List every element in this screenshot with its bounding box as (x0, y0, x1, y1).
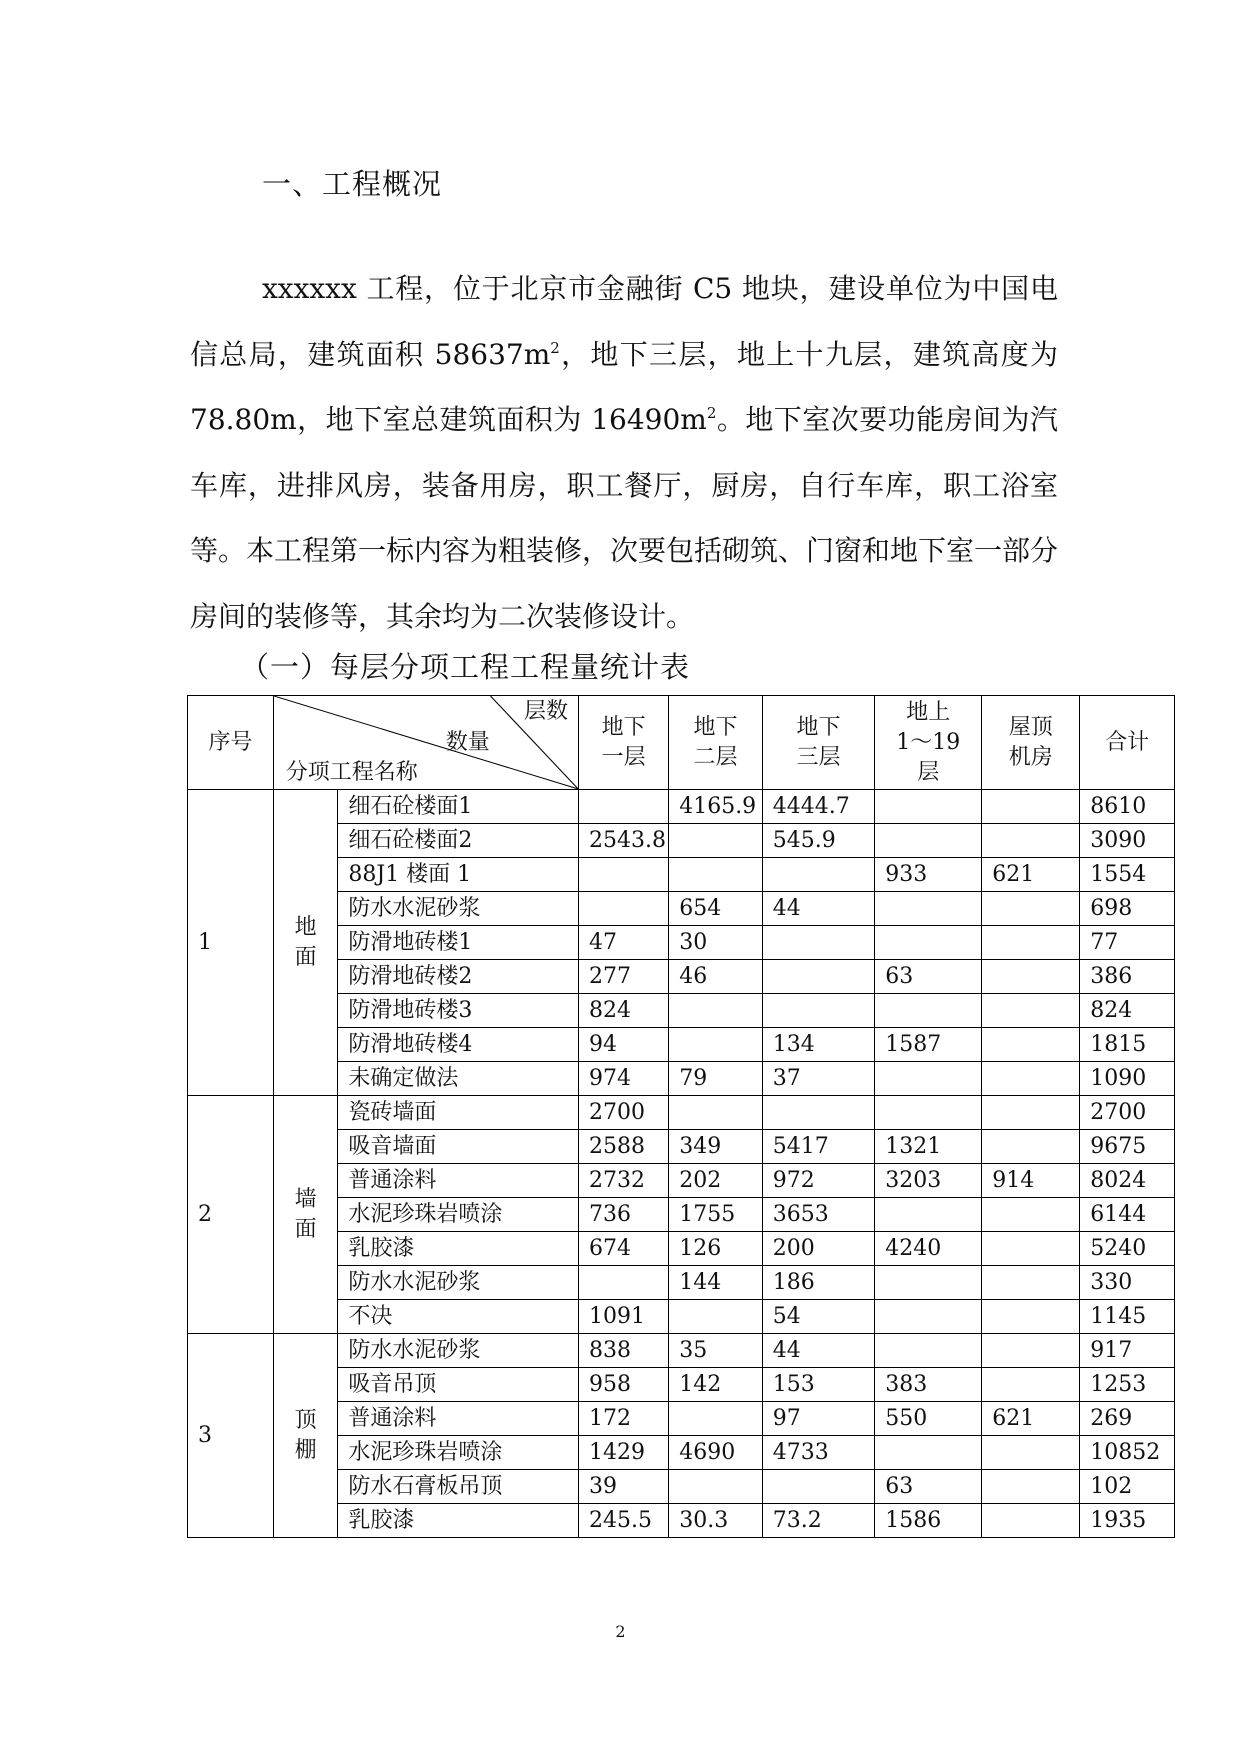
value-cell-b1: 2732 (578, 1164, 668, 1198)
value-cell-b2 (669, 1028, 763, 1062)
item-name-cell: 未确定做法 (338, 1062, 579, 1096)
value-cell-b2: 46 (669, 960, 763, 994)
paragraph-part1: xxxxxx 工程，位于北京市金融街 C5 地块，建设单位为中国电信总局，建筑面积 58637m (190, 272, 1058, 371)
value-cell-b2: 35 (669, 1334, 763, 1368)
group-seq-cell: 1 (188, 790, 274, 1096)
value-cell-total: 917 (1080, 1334, 1175, 1368)
value-cell-total: 10852 (1080, 1436, 1175, 1470)
group-seq-cell: 2 (188, 1096, 274, 1334)
header-quantity-label: 数量 (445, 730, 490, 755)
value-cell-b2 (669, 1470, 763, 1504)
value-cell-up (875, 1096, 982, 1130)
value-cell-b2: 30 (669, 926, 763, 960)
value-cell-b1: 39 (578, 1470, 668, 1504)
value-cell-roof (982, 1096, 1080, 1130)
value-cell-total: 9675 (1080, 1130, 1175, 1164)
header-basement-3: 地下 三层 (762, 696, 875, 790)
value-cell-up (875, 892, 982, 926)
value-cell-roof (982, 1300, 1080, 1334)
value-cell-up (875, 1436, 982, 1470)
value-cell-roof (982, 1504, 1080, 1538)
paragraph-part3: 。地下室次要功能房间为汽车库，进排风房，装备用房，职工餐厅，厨房，自行车库，职工浴室等。本工程第一标内容为粗装修，次要包括砌筑、门窗和地下室一部分房间的装修等，其余均为二次装修设计。 (190, 403, 1059, 633)
value-cell-b3: 134 (762, 1028, 875, 1062)
item-name-cell: 防水水泥砂浆 (338, 1334, 579, 1368)
header-diagonal-cell (273, 696, 578, 790)
value-cell-b2: 144 (669, 1266, 763, 1300)
value-cell-up (875, 926, 982, 960)
value-cell-b2: 202 (669, 1164, 763, 1198)
value-cell-total: 2700 (1080, 1096, 1175, 1130)
value-cell-b1: 838 (578, 1334, 668, 1368)
table-body (188, 790, 1175, 1538)
value-cell-b3: 545.9 (762, 824, 875, 858)
item-name-cell: 防滑地砖楼2 (338, 960, 579, 994)
value-cell-b2: 79 (669, 1062, 763, 1096)
value-cell-b1: 245.5 (578, 1504, 668, 1538)
value-cell-total: 5240 (1080, 1232, 1175, 1266)
value-cell-b2: 126 (669, 1232, 763, 1266)
value-cell-b1: 172 (578, 1402, 668, 1436)
superscript-2: 2 (706, 404, 717, 422)
item-name-cell: 水泥珍珠岩喷涂 (338, 1198, 579, 1232)
value-cell-b3 (762, 960, 875, 994)
superscript-2: 2 (550, 338, 560, 357)
value-cell-roof (982, 1334, 1080, 1368)
item-name-cell: 吸音吊顶 (338, 1368, 579, 1402)
value-cell-b1 (578, 892, 668, 926)
value-cell-total: 3090 (1080, 824, 1175, 858)
value-cell-b3: 186 (762, 1266, 875, 1300)
value-cell-roof (982, 1062, 1080, 1096)
item-name-cell: 防水水泥砂浆 (338, 1266, 579, 1300)
value-cell-b1: 1091 (578, 1300, 668, 1334)
item-name-cell: 水泥珍珠岩喷涂 (338, 1436, 579, 1470)
value-cell-b1: 94 (578, 1028, 668, 1062)
value-cell-total: 386 (1080, 960, 1175, 994)
group-category-cell: 顶 棚 (273, 1334, 338, 1538)
value-cell-b1: 2700 (578, 1096, 668, 1130)
item-name-cell: 防水水泥砂浆 (338, 892, 579, 926)
value-cell-b1: 974 (578, 1062, 668, 1096)
value-cell-roof (982, 892, 1080, 926)
value-cell-b1: 824 (578, 994, 668, 1028)
value-cell-total: 6144 (1080, 1198, 1175, 1232)
value-cell-roof (982, 1436, 1080, 1470)
header-basement-2: 地下 二层 (669, 696, 763, 790)
value-cell-total: 8024 (1080, 1164, 1175, 1198)
table-header-row (188, 696, 1175, 790)
item-name-cell: 乳胶漆 (338, 1232, 579, 1266)
table-row (188, 1096, 1175, 1130)
value-cell-up (875, 1062, 982, 1096)
value-cell-up (875, 1300, 982, 1334)
value-cell-roof (982, 994, 1080, 1028)
group-category-cell: 地 面 (273, 790, 338, 1096)
item-name-cell: 吸音墙面 (338, 1130, 579, 1164)
value-cell-roof (982, 1232, 1080, 1266)
value-cell-roof: 914 (982, 1164, 1080, 1198)
value-cell-total: 1815 (1080, 1028, 1175, 1062)
value-cell-up (875, 1266, 982, 1300)
quantity-table (187, 695, 1175, 1538)
value-cell-b1: 47 (578, 926, 668, 960)
value-cell-total: 1253 (1080, 1368, 1175, 1402)
value-cell-up: 4240 (875, 1232, 982, 1266)
item-name-cell: 细石砼楼面1 (338, 790, 579, 824)
value-cell-b3: 972 (762, 1164, 875, 1198)
value-cell-up (875, 790, 982, 824)
header-item-name-label: 分项工程名称 (285, 760, 418, 785)
value-cell-b3: 37 (762, 1062, 875, 1096)
section-heading: 一、工程概况 (262, 167, 443, 201)
value-cell-up: 63 (875, 960, 982, 994)
value-cell-b2: 4165.9 (669, 790, 763, 824)
item-name-cell: 防水石膏板吊顶 (338, 1470, 579, 1504)
item-name-cell: 乳胶漆 (338, 1504, 579, 1538)
value-cell-total: 1935 (1080, 1504, 1175, 1538)
value-cell-total: 1145 (1080, 1300, 1175, 1334)
page-number: 2 (615, 1622, 626, 1641)
value-cell-b2: 349 (669, 1130, 763, 1164)
group-seq-cell: 3 (188, 1334, 274, 1538)
value-cell-roof (982, 1266, 1080, 1300)
value-cell-b2: 1755 (669, 1198, 763, 1232)
item-name-cell: 瓷砖墙面 (338, 1096, 579, 1130)
value-cell-b2: 142 (669, 1368, 763, 1402)
item-name-cell: 防滑地砖楼4 (338, 1028, 579, 1062)
value-cell-b3: 97 (762, 1402, 875, 1436)
table-title: （一）每层分项工程工程量统计表 (240, 650, 691, 684)
value-cell-total: 1090 (1080, 1062, 1175, 1096)
value-cell-b1: 958 (578, 1368, 668, 1402)
value-cell-b3 (762, 1470, 875, 1504)
value-cell-b3: 4733 (762, 1436, 875, 1470)
value-cell-total: 8610 (1080, 790, 1175, 824)
value-cell-roof (982, 926, 1080, 960)
value-cell-total: 102 (1080, 1470, 1175, 1504)
value-cell-up (875, 994, 982, 1028)
value-cell-b2 (669, 1402, 763, 1436)
header-seq: 序号 (188, 696, 274, 790)
header-total: 合计 (1080, 696, 1175, 790)
item-name-cell: 细石砼楼面2 (338, 824, 579, 858)
value-cell-b2 (669, 1096, 763, 1130)
header-floors-label: 层数 (523, 699, 568, 724)
value-cell-b2 (669, 994, 763, 1028)
value-cell-total: 824 (1080, 994, 1175, 1028)
value-cell-b1: 736 (578, 1198, 668, 1232)
value-cell-up (875, 1334, 982, 1368)
value-cell-roof: 621 (982, 858, 1080, 892)
value-cell-roof: 621 (982, 1402, 1080, 1436)
value-cell-total: 77 (1080, 926, 1175, 960)
value-cell-b3 (762, 858, 875, 892)
value-cell-b2: 30.3 (669, 1504, 763, 1538)
project-overview-paragraph (190, 256, 1058, 649)
value-cell-b3: 5417 (762, 1130, 875, 1164)
value-cell-up: 1586 (875, 1504, 982, 1538)
value-cell-total: 269 (1080, 1402, 1175, 1436)
value-cell-total: 1554 (1080, 858, 1175, 892)
item-name-cell: 防滑地砖楼3 (338, 994, 579, 1028)
value-cell-roof (982, 1470, 1080, 1504)
value-cell-up: 550 (875, 1402, 982, 1436)
value-cell-b1: 2588 (578, 1130, 668, 1164)
value-cell-b1: 1429 (578, 1436, 668, 1470)
value-cell-b1: 277 (578, 960, 668, 994)
header-roof-machine-room: 屋顶 机房 (982, 696, 1080, 790)
value-cell-up: 383 (875, 1368, 982, 1402)
value-cell-b1 (578, 858, 668, 892)
value-cell-b2 (669, 858, 763, 892)
paragraph-part2: ，地下三层，地上十九层，建筑高度为 78.80m，地下室总建筑面积为 16490m (190, 337, 1058, 436)
value-cell-roof (982, 824, 1080, 858)
item-name-cell: 防滑地砖楼1 (338, 926, 579, 960)
value-cell-b1: 2543.8 (578, 824, 668, 858)
value-cell-roof (982, 1368, 1080, 1402)
value-cell-up (875, 824, 982, 858)
value-cell-total: 698 (1080, 892, 1175, 926)
value-cell-up (875, 1198, 982, 1232)
value-cell-roof (982, 1198, 1080, 1232)
value-cell-b2: 654 (669, 892, 763, 926)
value-cell-up: 1321 (875, 1130, 982, 1164)
value-cell-b3: 73.2 (762, 1504, 875, 1538)
value-cell-b3 (762, 926, 875, 960)
value-cell-up: 3203 (875, 1164, 982, 1198)
value-cell-roof (982, 1028, 1080, 1062)
item-name-cell: 88J1 楼面 1 (338, 858, 579, 892)
table-row (188, 1334, 1175, 1368)
value-cell-roof (982, 1130, 1080, 1164)
value-cell-b3 (762, 994, 875, 1028)
value-cell-b3: 44 (762, 892, 875, 926)
value-cell-roof (982, 790, 1080, 824)
value-cell-b1 (578, 1266, 668, 1300)
value-cell-b3: 153 (762, 1368, 875, 1402)
item-name-cell: 不决 (338, 1300, 579, 1334)
header-basement-1: 地下 一层 (578, 696, 668, 790)
value-cell-b3 (762, 1096, 875, 1130)
value-cell-up: 1587 (875, 1028, 982, 1062)
value-cell-b3: 3653 (762, 1198, 875, 1232)
header-above-ground: 地上 1～19 层 (875, 696, 982, 790)
value-cell-up: 933 (875, 858, 982, 892)
value-cell-b2 (669, 1300, 763, 1334)
item-name-cell: 普通涂料 (338, 1164, 579, 1198)
group-category-cell: 墙 面 (273, 1096, 338, 1334)
value-cell-b1: 674 (578, 1232, 668, 1266)
value-cell-b2: 4690 (669, 1436, 763, 1470)
value-cell-b2 (669, 824, 763, 858)
value-cell-b1 (578, 790, 668, 824)
table-row (188, 790, 1175, 824)
value-cell-b3: 44 (762, 1334, 875, 1368)
value-cell-b3: 54 (762, 1300, 875, 1334)
item-name-cell: 普通涂料 (338, 1402, 579, 1436)
value-cell-total: 330 (1080, 1266, 1175, 1300)
value-cell-roof (982, 960, 1080, 994)
value-cell-b3: 200 (762, 1232, 875, 1266)
value-cell-b3: 4444.7 (762, 790, 875, 824)
value-cell-up: 63 (875, 1470, 982, 1504)
